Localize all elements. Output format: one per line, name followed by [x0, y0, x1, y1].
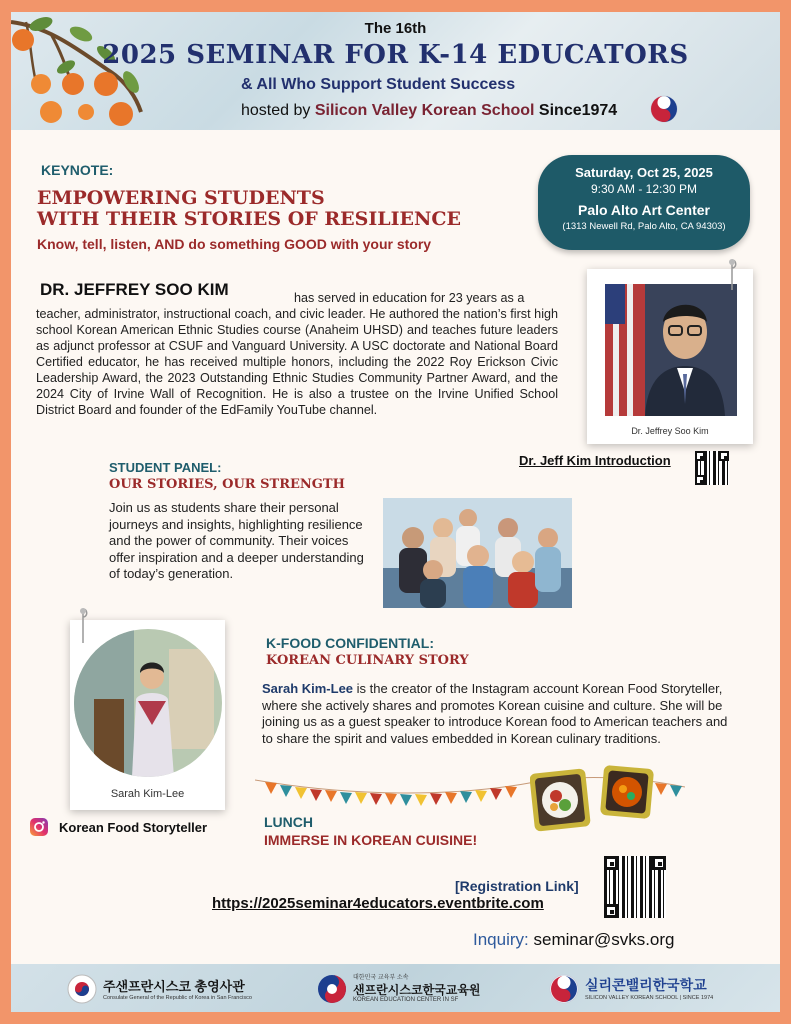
host-line: [241, 102, 617, 120]
sponsor2-korean: 샌프란시스코한국교육원: [353, 983, 481, 997]
speaker-photo: [605, 284, 737, 416]
keynote-label: KEYNOTE:: [41, 162, 114, 178]
instagram-icon: [29, 817, 49, 837]
kfood-speaker-name: Sarah Kim-Lee: [262, 681, 354, 696]
kfood-text-block: [262, 681, 732, 747]
safety-pin-icon: [725, 258, 739, 294]
kfood-label: K-FOOD CONFIDENTIAL:: [266, 635, 434, 651]
student-panel-title: OUR STORIES, OUR STRENGTH: [109, 477, 345, 492]
inquiry-email[interactable]: seminar@svks.org: [533, 930, 675, 949]
keynote-title-line1: EMPOWERING STUDENTS: [37, 187, 325, 209]
sarah-photo-caption: Sarah Kim-Lee: [110, 788, 185, 800]
keynote-title: [37, 188, 461, 230]
sponsor3-english: SILICON VALLEY KOREAN SCHOOL | SINCE 1974: [585, 995, 714, 1001]
host-name: Silicon Valley Korean School: [314, 102, 535, 119]
event-address: (1313 Newell Rd, Palo Alto, CA 94303): [562, 221, 726, 232]
registration-qr-code[interactable]: [604, 856, 666, 918]
education-center-logo-icon: [317, 974, 347, 1004]
kfood-text: is the creator of the Instagram account Korean Food Storyteller, where she actively shares and promotes Korean cuisine and culture. She will be joining us as a guest speaker to introduce Korean food to American teachers and to share the spirit and values embedded in Korean culinary traditions.: [262, 681, 728, 746]
speaker-bio: teacher, administrator, instructional coach, and civic leader. He authored the nation’s first high school Korean American Ethnic Studies course (Anaheim UHSD) and teaches future leaders as adjunct professor at CSUF and Vanguard University. A USC doctorate and National Board Certified educator, he has received multiple honors, including the 2022 Roy Erickson Civic Leadership Award, the 2023 Outstanding Ethnic Studies Community Partner Award, and the 2024 City of Irvine Wall of Recognition. He is also a trustee on the Irvine Unified School District Board and founder of the EdFamily YouTube channel.: [36, 307, 558, 417]
hosted-prefix: hosted by: [241, 102, 311, 119]
event-venue: Palo Alto Art Center: [578, 202, 710, 218]
sponsor1-english: Consulate General of the Republic of Korea in San Francisco: [103, 995, 252, 1001]
since-label: Since1974: [538, 102, 618, 119]
instagram-handle-row[interactable]: [29, 817, 207, 837]
speaker-photo-card: [587, 269, 753, 444]
safety-pin-icon-2: [76, 607, 90, 647]
consulate-emblem-icon: [67, 974, 97, 1004]
korean-food-photos: [530, 765, 655, 835]
sponsor2-small: 대한민국 교육부 소속: [353, 975, 409, 981]
sponsor3-korean: 실리콘밸리한국학교: [585, 977, 707, 993]
speaker-bio-lead: has served in education for 23 years as a: [294, 291, 525, 305]
instagram-handle: Korean Food Storyteller: [59, 819, 208, 835]
student-panel-text: Join us as students share their personal journeys and insights, highlighting resilience and the power of community. Their voices offer inspiration and a deeper understanding of today’s generation.: [109, 500, 364, 581]
students-group-photo: [383, 498, 572, 608]
svks-footer-logo-icon: [549, 974, 579, 1004]
intro-qr-code[interactable]: [695, 451, 729, 485]
svks-logo-icon: [647, 94, 681, 124]
registration-label: [Registration Link]: [455, 878, 579, 894]
event-date: Saturday, Oct 25, 2025: [575, 165, 713, 180]
main-title: 2025 SEMINAR FOR K-14 EDUCATORS: [102, 40, 689, 70]
registration-url-link[interactable]: https://2025seminar4educators.eventbrite.com: [212, 895, 544, 912]
speaker-intro-link[interactable]: Dr. Jeff Kim Introduction: [519, 453, 671, 468]
event-time: 9:30 AM - 12:30 PM: [590, 182, 698, 196]
inquiry-line: [473, 930, 675, 950]
speaker-name: DR. JEFFREY SOO KIM: [40, 280, 229, 299]
keynote-tagline: Know, tell, listen, AND do something GOOD with your story: [37, 236, 432, 252]
sponsor1-korean: 주샌프란시스코 총영사관: [103, 979, 245, 994]
keynote-title-line2: WITH THEIR STORIES OF RESILIENCE: [37, 208, 461, 230]
speaker-photo-caption: Dr. Jeffrey Soo Kim: [631, 426, 709, 436]
lunch-label: LUNCH: [264, 814, 313, 830]
inquiry-label: Inquiry:: [473, 930, 529, 949]
student-panel-label: STUDENT PANEL:: [109, 460, 222, 475]
event-info-box: [538, 155, 750, 250]
sarah-photo: [74, 629, 222, 777]
lunch-title: IMMERSE IN KOREAN CUISINE!: [264, 832, 478, 848]
flyer-page: [11, 12, 780, 1012]
sponsor2-english: KOREAN EDUCATION CENTER IN SF: [353, 997, 459, 1003]
subtitle: & All Who Support Student Success: [241, 76, 516, 93]
kfood-title: KOREAN CULINARY STORY: [266, 653, 469, 668]
sarah-photo-card: [70, 620, 225, 810]
edition-label: The 16th: [364, 20, 427, 37]
